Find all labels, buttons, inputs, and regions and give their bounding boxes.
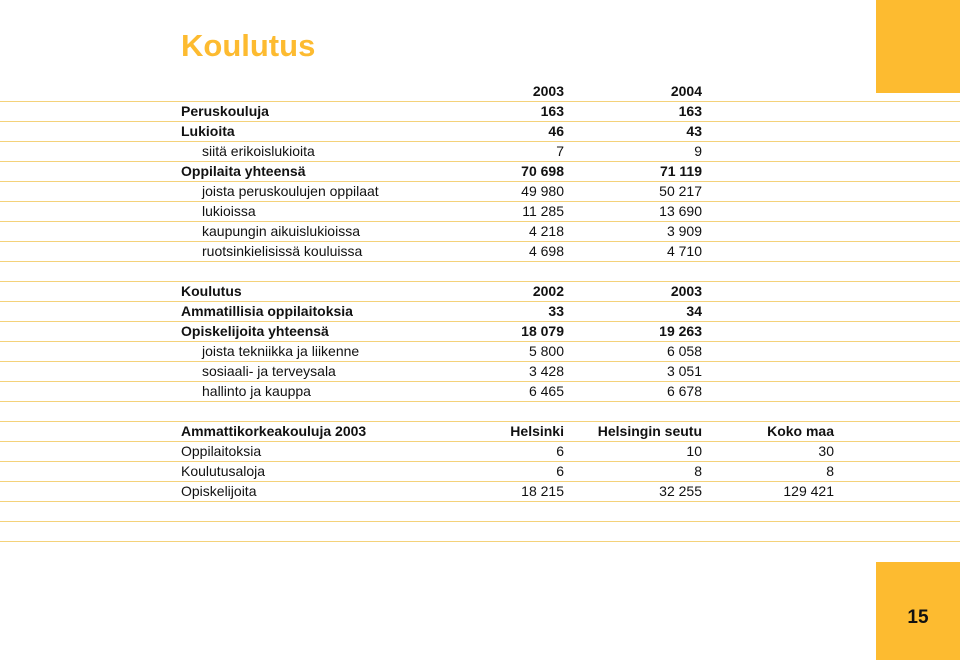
cell-value: 33 [548, 303, 564, 319]
table-row [0, 181, 960, 201]
table-row [0, 441, 960, 461]
row-divider [0, 541, 960, 542]
cell-value: 7 [556, 143, 564, 159]
table-row [0, 381, 960, 401]
table-row [0, 301, 960, 321]
column-header: 2003 [670, 283, 702, 299]
table-row [0, 341, 960, 361]
cell-value: 8 [826, 463, 834, 479]
row-label: lukioissa [202, 203, 256, 219]
table-heading: Koulutus [181, 283, 242, 299]
cell-value: 6 058 [666, 343, 702, 359]
column-header: 2003 [532, 83, 564, 99]
column-header: 2002 [532, 283, 564, 299]
table-row [0, 141, 960, 161]
cell-value: 50 217 [659, 183, 702, 199]
row-label: Opiskelijoita [181, 483, 257, 499]
table1-header-row [0, 81, 960, 101]
row-label: hallinto ja kauppa [202, 383, 311, 399]
table-row [0, 361, 960, 381]
cell-value: 6 [556, 463, 564, 479]
table-heading: Ammattikorkeakouluja 2003 [181, 423, 367, 439]
page-number: 15 [907, 607, 929, 628]
cell-value: 49 980 [521, 183, 564, 199]
cell-value: 10 [686, 443, 702, 459]
cell-value: 32 255 [659, 483, 702, 499]
row-divider [0, 261, 960, 262]
row-label: joista peruskoulujen oppilaat [202, 183, 379, 199]
cell-value: 3 051 [666, 363, 702, 379]
cell-value: 6 465 [528, 383, 564, 399]
row-label: joista tekniikka ja liikenne [202, 343, 360, 359]
row-label: kaupungin aikuislukioissa [202, 223, 360, 239]
table-row [0, 461, 960, 481]
cell-value: 129 421 [783, 483, 834, 499]
row-divider [0, 401, 960, 402]
row-label: Opiskelijoita yhteensä [181, 323, 329, 339]
row-label: siitä erikoislukioita [202, 143, 315, 159]
cell-value: 163 [540, 103, 564, 119]
corner-accent-top [876, 0, 960, 93]
cell-value: 4 218 [528, 223, 564, 239]
column-header: Helsinki [510, 423, 564, 439]
row-label: Peruskouluja [181, 103, 269, 119]
row-label: Oppilaitoksia [181, 443, 262, 459]
cell-value: 70 698 [521, 163, 564, 179]
cell-value: 4 710 [666, 243, 702, 259]
row-label: ruotsinkielisissä kouluissa [202, 243, 363, 259]
table3-header-row [0, 421, 960, 441]
column-header: 2004 [670, 83, 702, 99]
cell-value: 5 800 [528, 343, 564, 359]
table-row [0, 201, 960, 221]
cell-value: 163 [678, 103, 702, 119]
cell-value: 71 119 [659, 163, 702, 179]
table-row [0, 161, 960, 181]
cell-value: 18 215 [521, 483, 564, 499]
cell-value: 11 285 [522, 203, 564, 219]
table-row [0, 221, 960, 241]
cell-value: 3 909 [666, 223, 702, 239]
cell-value: 46 [548, 123, 564, 139]
row-divider [0, 501, 960, 502]
cell-value: 19 263 [659, 323, 702, 339]
column-header: Koko maa [767, 423, 834, 439]
row-label: sosiaali- ja terveysala [202, 363, 336, 379]
table-row [0, 121, 960, 141]
cell-value: 43 [686, 123, 702, 139]
cell-value: 30 [818, 443, 834, 459]
cell-value: 34 [686, 303, 702, 319]
cell-value: 13 690 [659, 203, 702, 219]
column-header: Helsingin seutu [597, 423, 702, 439]
table-row [0, 321, 960, 341]
row-label: Ammatillisia oppilaitoksia [181, 303, 353, 319]
cell-value: 6 678 [666, 383, 702, 399]
cell-value: 4 698 [528, 243, 564, 259]
cell-value: 9 [694, 143, 702, 159]
cell-value: 18 079 [521, 323, 564, 339]
cell-value: 3 428 [528, 363, 564, 379]
cell-value: 6 [556, 443, 564, 459]
table-row [0, 241, 960, 261]
row-divider [0, 521, 960, 522]
cell-value: 8 [694, 463, 702, 479]
table2-header-row [0, 281, 960, 301]
table-row [0, 481, 960, 501]
page-title: Koulutus [181, 28, 316, 63]
row-label: Koulutusaloja [181, 463, 266, 479]
table-row [0, 101, 960, 121]
row-label: Lukioita [181, 123, 235, 139]
row-label: Oppilaita yhteensä [181, 163, 306, 179]
